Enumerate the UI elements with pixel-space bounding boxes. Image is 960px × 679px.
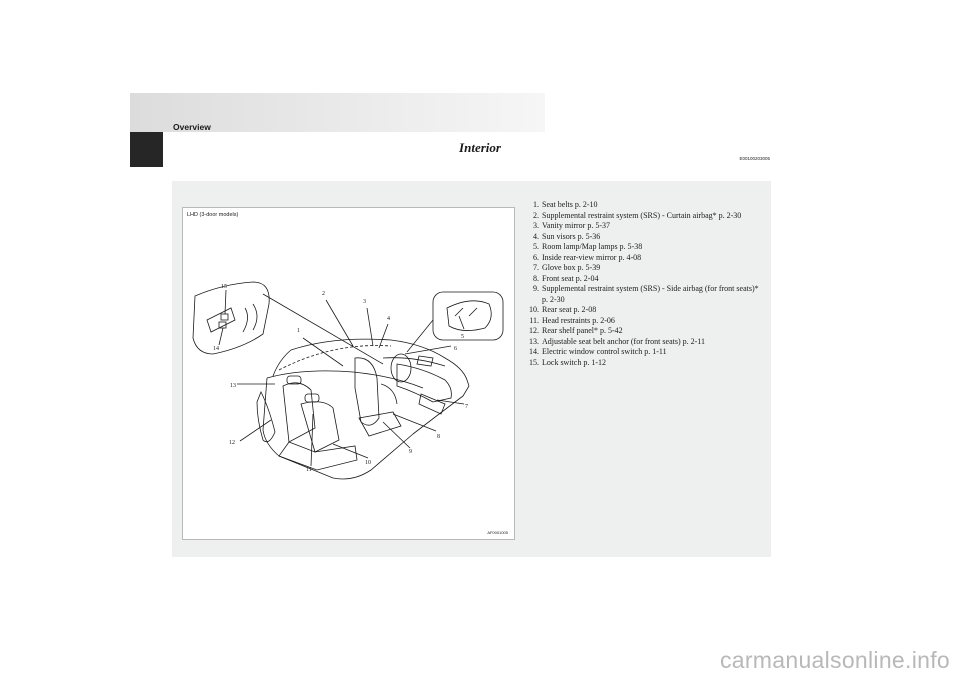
- list-item: 1. Seat belts p. 2-10: [533, 200, 598, 209]
- list-item: 12. Rear shelf panel* p. 5-42: [529, 326, 623, 335]
- callout-6: 6: [454, 346, 457, 352]
- callout-numbers: [213, 284, 468, 473]
- list-item: 7. Glove box p. 5-39: [533, 263, 601, 272]
- callout-1: 1: [297, 328, 300, 334]
- legend-text: Seat belts p. 2-10: [542, 200, 598, 209]
- callout-14: 14: [213, 346, 219, 352]
- legend-text: Supplemental restraint system (SRS) - Curtain airbag* p. 2-30: [542, 210, 742, 220]
- callout-10: 10: [365, 460, 371, 466]
- door-switch-inset: [193, 282, 269, 354]
- legend-text: Front seat p. 2-04: [542, 273, 599, 283]
- legend-text: Inside rear-view mirror p. 4-08: [542, 252, 642, 262]
- legend-text: Vanity mirror p. 5-37: [542, 221, 610, 230]
- callout-13: 13: [230, 383, 236, 389]
- callout-3: 3: [363, 299, 366, 305]
- page-code: E00100203005: [739, 156, 770, 161]
- callout-5: 5: [461, 334, 464, 340]
- page-title: Interior: [459, 140, 501, 155]
- legend-text: Supplemental restraint system (SRS) - Side airbag (for front seats)* p. 2-30: [542, 284, 759, 304]
- figure-code: AF0001005: [487, 530, 508, 535]
- callout-15: 15: [221, 284, 227, 290]
- legend-list: [522, 200, 762, 368]
- legend-text: Adjustable seat belt anchor (for front seats) p. 2-11: [542, 336, 705, 346]
- watermark[interactable]: carmanualsonline.info: [719, 647, 950, 673]
- list-item: 14. Electric window control switch p. 1-11: [529, 347, 667, 356]
- legend-text: Rear seat p. 2-08: [542, 305, 597, 314]
- room-lamp-inset: [433, 292, 503, 340]
- callout-12: 12: [229, 440, 235, 446]
- legend-text: Room lamp/Map lamps p. 5-38: [542, 242, 643, 251]
- section-label: Overview: [173, 122, 211, 132]
- list-item: 10. Rear seat p. 2-08: [529, 305, 597, 314]
- list-item: 3. Vanity mirror p. 5-37: [533, 221, 610, 230]
- legend-text: Head restraints p. 2-06: [542, 315, 615, 325]
- list-item: 11. Head restraints p. 2-06: [529, 315, 615, 325]
- list-item: 8. Front seat p. 2-04: [533, 273, 599, 283]
- callout-9: 9: [409, 449, 412, 455]
- callout-8: 8: [437, 434, 440, 440]
- list-item: 13. Adjustable seat belt anchor (for front seats) p. 2-11: [529, 336, 705, 346]
- callout-7: 7: [465, 404, 468, 410]
- figure-caption: LHD (3-door models): [187, 212, 239, 218]
- callout-leaders: [219, 290, 464, 466]
- list-item: 9. Supplemental restraint system (SRS) - Side airbag (for front seats)* p. 2-30: [522, 284, 762, 305]
- interior-figure: [182, 207, 515, 540]
- legend-text: Glove box p. 5-39: [542, 263, 601, 272]
- list-item: 2. Supplemental restraint system (SRS) - Curtain airbag* p. 2-30: [533, 210, 742, 220]
- car-body: [257, 339, 469, 479]
- callout-11: 11: [306, 467, 312, 473]
- car-interior-illustration: [183, 208, 516, 541]
- legend-text: Sun visors p. 5-36: [542, 231, 601, 241]
- legend-text: Lock switch p. 1-12: [542, 357, 606, 367]
- list-item: 6. Inside rear-view mirror p. 4-08: [533, 252, 642, 262]
- list-item: 5. Room lamp/Map lamps p. 5-38: [533, 242, 643, 251]
- list-item: 15. Lock switch p. 1-12: [529, 357, 606, 367]
- legend-text: Rear shelf panel* p. 5-42: [542, 326, 623, 335]
- legend-text: Electric window control switch p. 1-11: [542, 347, 667, 356]
- callout-4: 4: [387, 316, 390, 322]
- list-item: 4. Sun visors p. 5-36: [533, 231, 601, 241]
- callout-2: 2: [322, 291, 325, 297]
